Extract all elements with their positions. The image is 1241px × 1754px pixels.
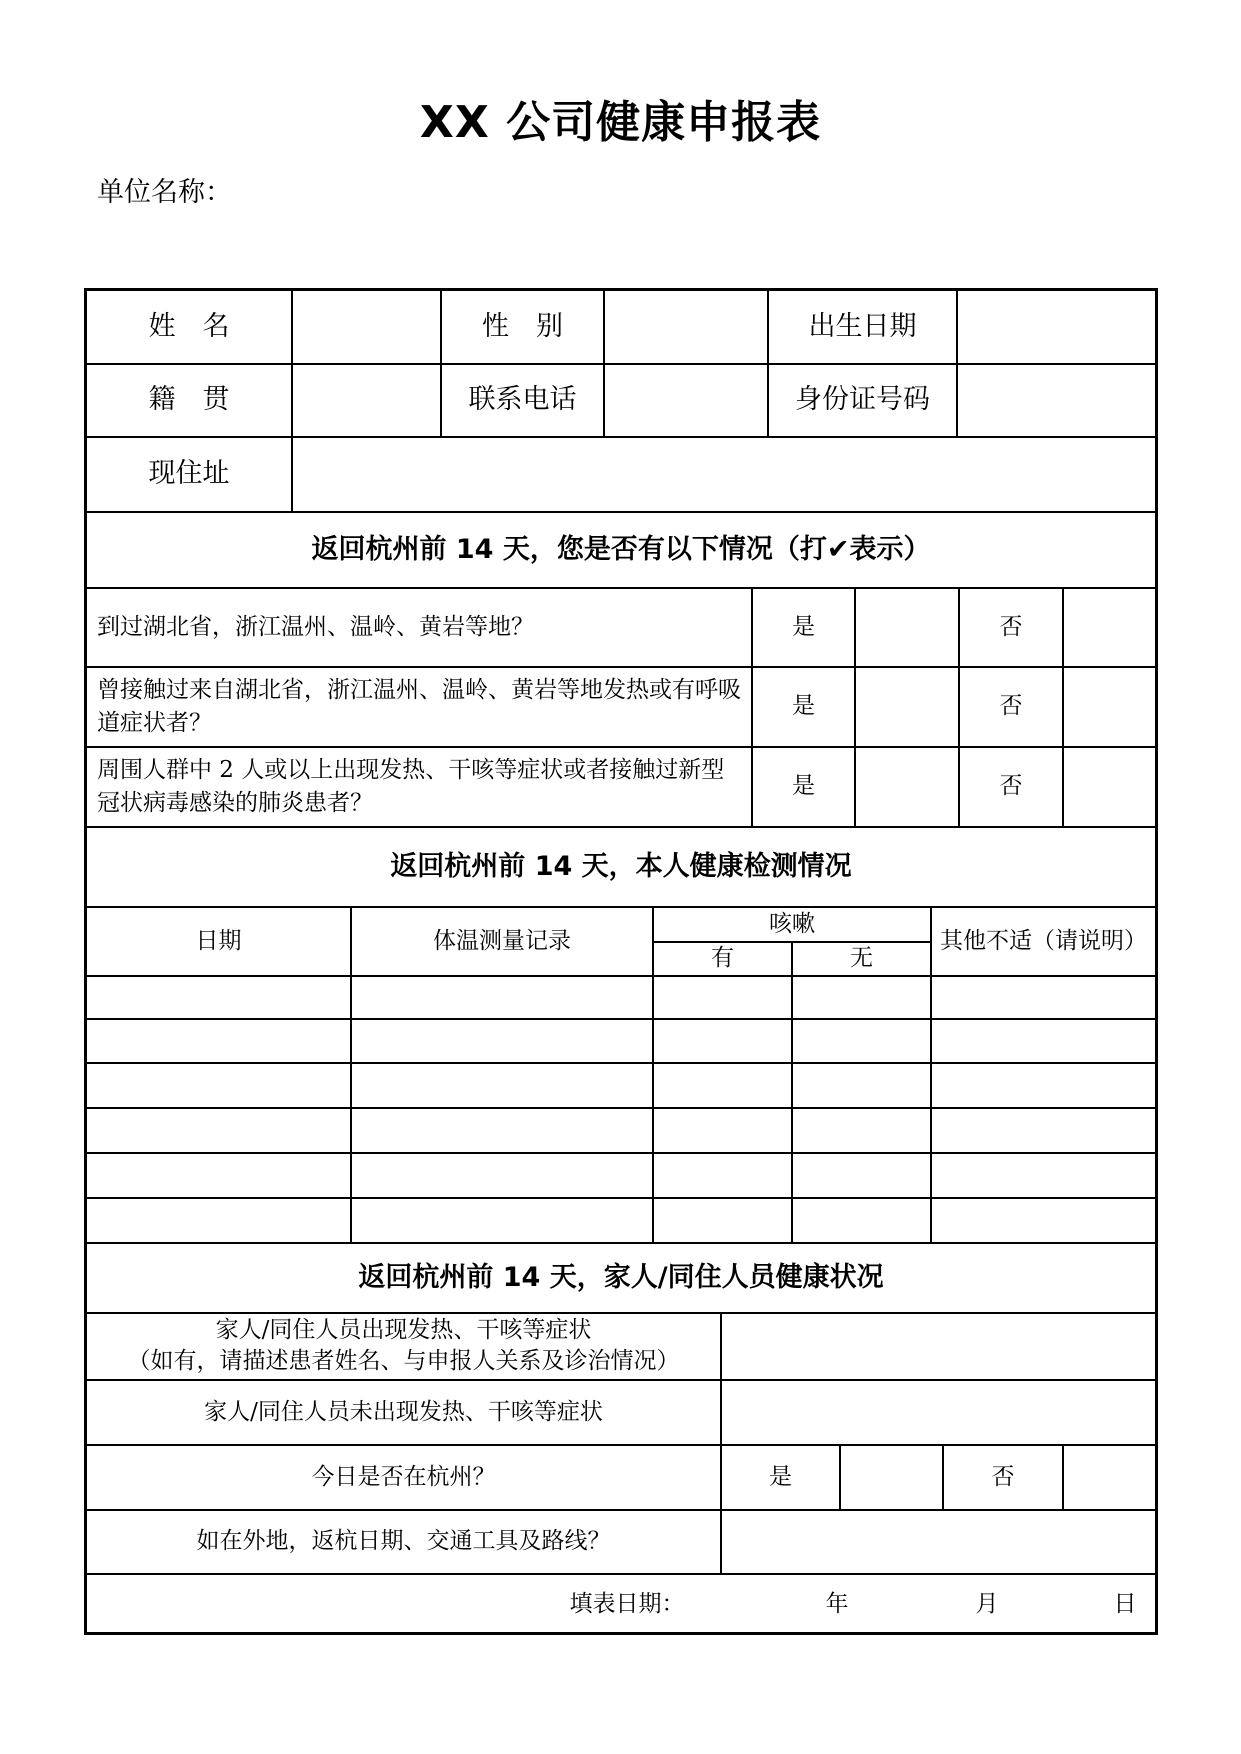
form-title: XX 公司健康申报表 — [419, 97, 822, 148]
col-other-header: 其他不适（请说明） — [940, 927, 1147, 954]
family-symptoms-line2: （如有，请描述患者姓名、与申报人关系及诊治情况） — [127, 1347, 680, 1374]
name-label: 姓 名 — [148, 310, 230, 342]
q1-no-label: 否 — [999, 613, 1023, 640]
phone-label: 联系电话 — [468, 384, 577, 416]
hometown-field[interactable] — [293, 365, 440, 436]
in-hangzhou-no-checkbox[interactable] — [1064, 1446, 1155, 1509]
q1-yes-checkbox[interactable] — [856, 589, 958, 666]
phone-field[interactable] — [605, 365, 767, 436]
in-hangzhou-yes-checkbox[interactable] — [841, 1446, 942, 1509]
q1-no-checkbox[interactable] — [1064, 589, 1155, 666]
family-symptoms-line1: 家人/同住人员出现发热、干咳等症状 — [215, 1316, 592, 1343]
monitor-row-4[interactable] — [87, 1109, 350, 1152]
exposure-question-3: 周围人群中 2 人或以上出现发热、干咳等症状或者接触过新型冠状病毒感染的肺炎患者？ — [97, 756, 725, 816]
section2-heading: 返回杭州前 14 天，本人健康检测情况 — [390, 850, 852, 882]
family-symptoms-field[interactable] — [722, 1314, 1155, 1379]
exposure-question-2: 曾接触过来自湖北省，浙江温州、温岭、黄岩等地发热或有呼吸道症状者？ — [97, 676, 741, 736]
return-route-field[interactable] — [722, 1511, 1155, 1573]
family-no-symptoms-field[interactable] — [722, 1381, 1155, 1444]
col-date-header: 日期 — [195, 927, 242, 954]
fill-date-label: 填表日期： — [569, 1591, 685, 1618]
declaration-table — [84, 288, 1158, 1635]
gender-label: 性 别 — [482, 310, 563, 342]
q2-no-checkbox[interactable] — [1064, 668, 1155, 746]
monitor-row-3[interactable] — [87, 1064, 350, 1107]
family-no-symptoms-label: 家人/同住人员未出现发热、干咳等症状 — [204, 1398, 603, 1425]
id-number-label: 身份证号码 — [795, 384, 930, 416]
q2-yes-label: 是 — [792, 693, 815, 720]
in-hangzhou-question: 今日是否在杭州？ — [311, 1463, 496, 1490]
monitor-row-5[interactable] — [87, 1154, 350, 1197]
address-field[interactable] — [293, 438, 1155, 511]
section1-heading: 返回杭州前 14 天，您是否有以下情况（打✔表示） — [311, 533, 931, 565]
q2-yes-checkbox[interactable] — [856, 668, 958, 746]
col-temperature-header: 体温测量记录 — [433, 927, 571, 954]
q2-no-label: 否 — [999, 693, 1023, 720]
in-hangzhou-no-label: 否 — [991, 1463, 1015, 1490]
col-cough-no-header: 无 — [850, 945, 873, 972]
fill-date-year: 年 — [825, 1591, 849, 1618]
fill-date-day: 日 — [1113, 1591, 1137, 1618]
q3-no-label: 否 — [999, 773, 1023, 800]
address-label: 现住址 — [148, 458, 230, 490]
birth-date-label: 出生日期 — [808, 310, 917, 342]
unit-name-label: 单位名称： — [97, 177, 232, 208]
monitor-row-2[interactable] — [87, 1020, 350, 1062]
q3-no-checkbox[interactable] — [1064, 748, 1155, 826]
birth-date-field[interactable] — [958, 291, 1155, 363]
return-route-question: 如在外地，返杭日期、交通工具及路线？ — [196, 1528, 611, 1555]
col-cough-yes-header: 有 — [711, 945, 734, 972]
fill-date-month: 月 — [975, 1591, 999, 1618]
hometown-label: 籍 贯 — [148, 384, 230, 416]
gender-field[interactable] — [605, 291, 767, 363]
in-hangzhou-yes-label: 是 — [769, 1463, 792, 1490]
q3-yes-checkbox[interactable] — [856, 748, 958, 826]
exposure-question-1: 到过湖北省，浙江温州、温岭、黄岩等地？ — [97, 613, 534, 640]
id-number-field[interactable] — [958, 365, 1155, 436]
monitor-row-6[interactable] — [87, 1199, 350, 1242]
q3-yes-label: 是 — [792, 773, 815, 800]
monitor-row-1[interactable] — [87, 977, 350, 1018]
name-field[interactable] — [293, 291, 440, 363]
section3-heading: 返回杭州前 14 天，家人/同住人员健康状况 — [358, 1261, 884, 1293]
col-cough-header: 咳嗽 — [769, 910, 815, 937]
q1-yes-label: 是 — [792, 613, 815, 640]
